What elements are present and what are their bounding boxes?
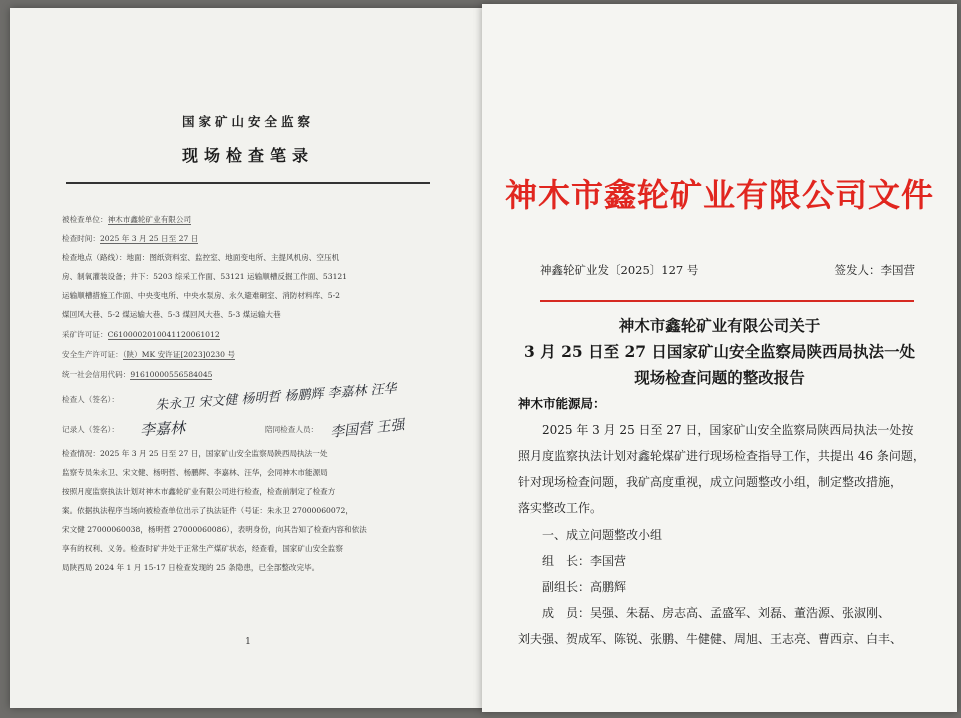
body-line: 针对现场检查问题，我矿高度重视，成立问题整改小组，制定整改措施， [518, 475, 903, 489]
group-leader: 组 长：李国营 [542, 554, 627, 568]
report-title-line: 3 月 25 日至 27 日国家矿山安全监察局陕西局执法一处 [524, 342, 915, 361]
field-label: 被检查单位： [62, 215, 108, 224]
signer: 签发人：李国营 [834, 263, 915, 277]
field-inspected-unit [62, 214, 447, 225]
members-line: 成 员：吴强、朱磊、房志高、孟盛军、刘磊、董浩源、张淑刚、 [542, 606, 891, 620]
field-accompany-label: 陪同检查人员： [265, 425, 319, 434]
report-title-line: 现场检查问题的整改报告 [634, 368, 805, 387]
body-line: 2025 年 3 月 25 日至 27 日，国家矿山安全监察局陕西局执法一处按 [542, 423, 914, 437]
page-number: 1 [245, 637, 251, 647]
field-mining-license [62, 329, 447, 340]
left-divider [66, 182, 430, 184]
body-line: 落实整改工作。 [518, 501, 603, 515]
field-value: C6100002010041120061012 [107, 330, 220, 339]
red-header-title: 神木市鑫轮矿业有限公司文件 [504, 176, 934, 214]
field-value: 2025 年 3 月 25 日至 27 日 [99, 234, 199, 243]
left-title: 现场检查笔录 [181, 146, 314, 165]
accompany-signature: 李国营 王强 [329, 417, 406, 441]
left-org-name: 国家矿山安全监察 [181, 114, 314, 129]
deputy-leader: 副组长：高鹏辉 [542, 580, 627, 594]
report-title-line: 神木市鑫轮矿业有限公司关于 [618, 316, 821, 335]
field-label: 安全生产许可证： [62, 350, 123, 359]
situation-line: 按照月度监察执法计划对神木市鑫轮矿业有限公司进行检查，检查前制定了检查方 [62, 487, 336, 496]
recorder-signature: 李嘉林 [139, 418, 186, 440]
situation-line: 享有的权利、义务。检查时矿井处于正常生产煤矿状态，经查看，国家矿山安全监察 [62, 544, 343, 553]
field-safety-license [62, 349, 447, 360]
red-divider [540, 300, 914, 302]
left-page-inspection-record [10, 8, 486, 708]
section-heading: 一、成立问题整改小组 [542, 528, 663, 542]
field-value: 神木市鑫轮矿业有限公司 [107, 215, 192, 224]
location-line: 房、制氧灌装设备；井下：5203 综采工作面、53121 运输顺槽反掘工作面、53121 [62, 272, 348, 281]
members-line: 刘夫强、贺成军、陈锐、张鹏、牛健健、周旭、王志亮、曹西京、白丰、 [518, 632, 903, 646]
right-page-rectification-report [482, 4, 957, 712]
field-label: 检查时间： [62, 234, 100, 243]
field-inspection-time [62, 233, 447, 244]
location-line: 检查地点（路线）：地面：图纸资料室、监控室、地面变电所、主提风机房、空压机 [62, 253, 340, 262]
field-value: （陕）MK 安许证[2023]0230 号 [122, 350, 235, 359]
field-label: 统一社会信用代码： [62, 370, 131, 379]
situation-line: 案。依据执法程序当场向被检查单位出示了执法证件（号证：朱永卫 27000060072， [62, 506, 353, 515]
location-line: 运输顺槽措施工作面、中央变电所、中央水泵房、永久避难硐室、消防材料库、5-2 [62, 291, 341, 300]
location-line: 煤回风大巷、5-2 煤运输大巷、5-3 煤回风大巷、5-3 煤运输大巷 [62, 310, 281, 319]
document-number: 神鑫轮矿业发〔2025〕127 号 [540, 263, 699, 277]
situation-line: 检查情况：2025 年 3 月 25 日至 27 日，国家矿山安全监察局陕西局执法一处 [62, 449, 328, 458]
recipient: 神木市能源局： [518, 396, 606, 411]
inspector-signatures: 朱永卫 宋文健 杨明哲 杨鹏辉 李嘉林 汪华 [154, 381, 398, 414]
field-recorder-label: 记录人（签名）： [62, 425, 119, 434]
situation-line: 宋文健 27000060038，杨明哲 27000060086），表明身份，向其告知了检查内容和依法 [62, 525, 367, 534]
situation-line: 监察专员朱永卫、宋文健、杨明哲、杨鹏辉、李嘉林、汪华，会同神木市能源局 [62, 468, 328, 477]
field-value: 91610000556584045 [130, 370, 213, 379]
field-label: 采矿许可证： [62, 330, 108, 339]
situation-line: 局陕西局 2024 年 1 月 15-17 日检查发现的 25 条隐患，已全部整改完毕。 [62, 563, 320, 572]
body-line: 照月度监察执法计划对鑫轮煤矿进行现场检查指导工作，共提出 46 条问题， [518, 449, 925, 463]
field-inspector-label: 检查人（签名）： [62, 395, 119, 404]
